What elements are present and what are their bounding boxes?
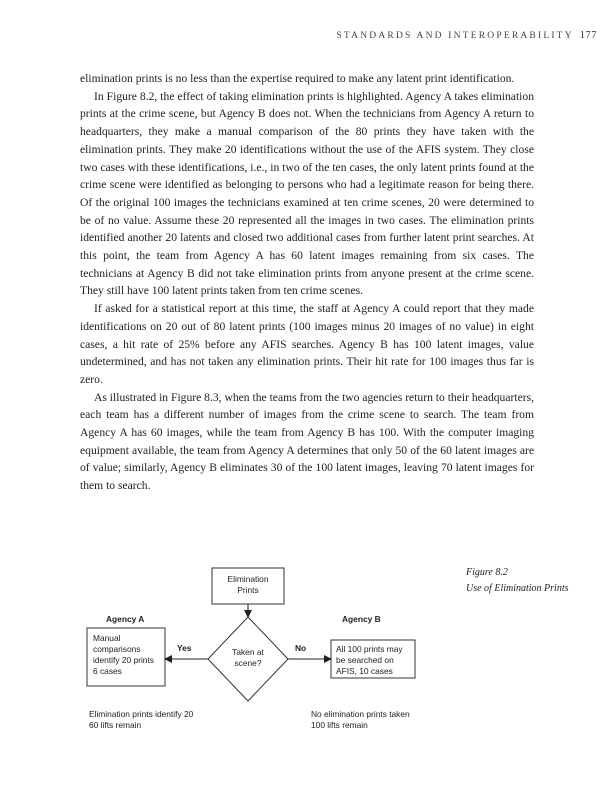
- paragraph: As illustrated in Figure 8.3, when the teams from the two agencies return to their headquarters, each team has a different number of images from the crime scene to search. The team from Agency A has 60 images, while the team from Agency B has 100. With the computer imaging equipment available, the team from Agency A determines that only 50 of the 60 latent images are of value; similarly, Agency B eliminates 30 of the 100 latent images, leaving 70 latent images for them to search.: [80, 390, 534, 493]
- right-note: No elimination prints taken 100 lifts remain: [311, 709, 410, 730]
- paragraph: If asked for a statistical report at this time, the staff at Agency A could report that they made identifications on 20 out of 80 latent prints (100 images minus 20 images of no value) in eight cases, a hit rate of 25% before any AFIS searches. Agency B has 100 latent images, value undetermined, and has not taken any elimination prints. Their hit rate for 100 images thus far is zero.: [80, 302, 534, 386]
- no-label: No: [295, 643, 307, 653]
- running-title: STANDARDS AND INTEROPERABILITY: [336, 31, 574, 41]
- page-number: 177: [579, 30, 597, 41]
- agency-b-label: Agency B: [342, 614, 381, 624]
- paragraph: elimination prints is no less than the expertise required to make any latent print identification.: [80, 72, 515, 85]
- paragraph: In Figure 8.2, the effect of taking elimination prints is highlighted. Agency A takes elimination prints at the crime scene, but Agency B does not. When the technicians from Agency A return to headquarters, they make a manual comparison of the 80 prints they have taken with the elimination prints. They make 20 identifications without the use of the AFIS system. They close two cases with these identifications, i.e., in two of the ten cases, the only latent prints found at the crime scene were identified as belonging to persons who had a legitimate reason for being there. Of the original 100 images the technicians examined at ten crime scenes, 20 were determined to be of no value. Assume these 20 represented all the images in two cases. The elimination prints identified another 20 latents and closed two additional cases from further latent print searches. At this point, the team from Agency A has 60 latent images remaining from six cases. The technicians at Agency B did not take elimination prints from anyone present at the crime scene. They still have 100 latent prints taken from ten crime scenes.: [80, 89, 534, 298]
- caption-title: Use of Elimination Prints: [466, 583, 569, 594]
- left-note: Elimination prints identify 20 60 lifts remain: [89, 709, 194, 730]
- decision-label: Taken at scene?: [232, 647, 264, 668]
- right-box-label: All 100 prints may be searched on AFIS, 10 cases: [336, 644, 403, 676]
- top-box-label: Elimination Prints: [227, 574, 269, 595]
- yes-label: Yes: [177, 643, 192, 653]
- left-box-label: Manual comparisons identify 20 prints 6 cases: [93, 633, 154, 676]
- caption-number: Figure 8.2: [466, 567, 508, 578]
- agency-a-label: Agency A: [106, 614, 145, 624]
